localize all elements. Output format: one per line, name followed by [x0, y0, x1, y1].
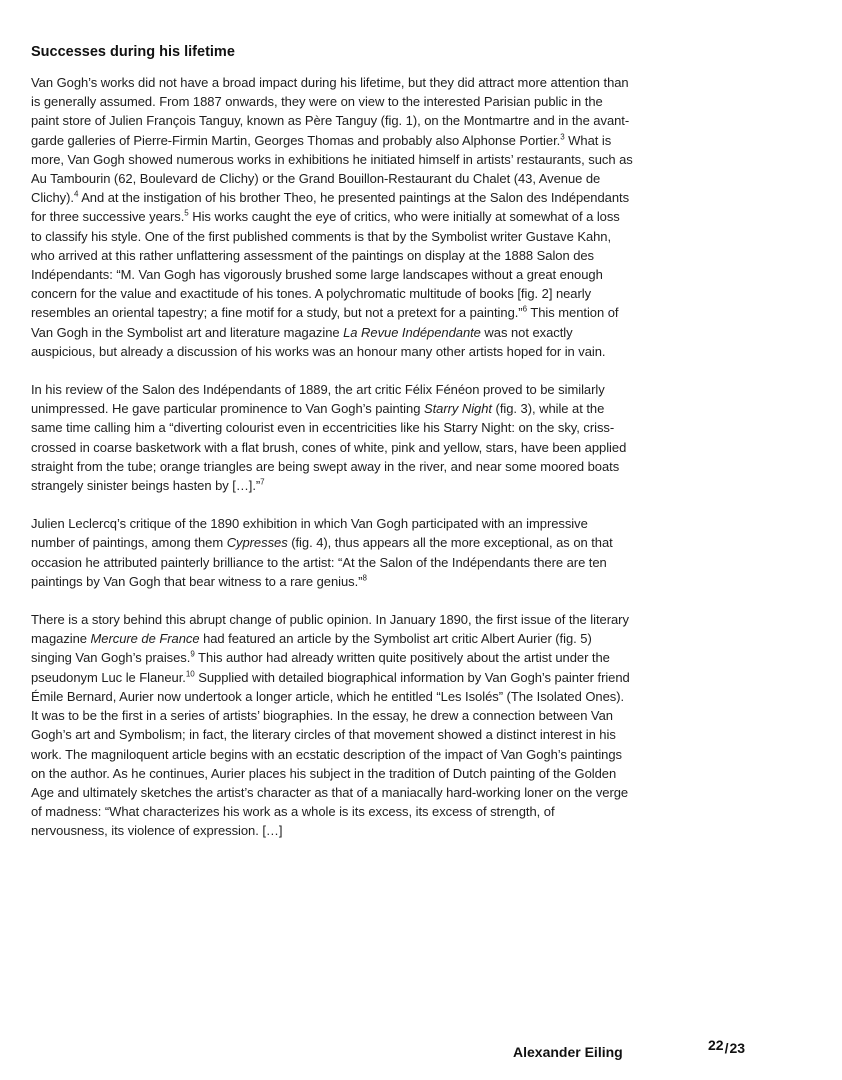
article-page [31, 40, 633, 860]
text-run: Van Gogh’s works did not have a broad impact during his lifetime, but they did attract more attention than is generally assumed. From 1887 onwards, they were on view to the interested Parisian public in the paint store of Julien François Tanguy, known as Père Tanguy (fig. 1), on the Montmartre and in the avant-garde galleries of Pierre-Firmin Martin, Georges Thomas and probably also Alphonse Portier. [31, 75, 630, 148]
text-run: (fig. 3), while at the same time calling him a “diverting colourist even in eccentricities like his Starry Night: on the sky, criss-crossed in coarse basketwork with a flat brush, cones of white, pink and yellow, stars, have been applied straight from the tube; orange triangles are being swept away in the river, and near some moored boats strangely sinister beings hasten by […].” [31, 401, 627, 494]
text-run: was not exactly auspicious, but already a discussion of his works was an honour many other artists hoped for in vain. [31, 324, 606, 359]
footnote-marker: 6 [522, 305, 527, 315]
text-run: (fig. 4), thus appears all the more exceptional, as on that occasion he attributed painterly brilliance to the artist: “At the Salon of the Indépendants there are ten paintings by Van Gogh that bear witness to a rare genius.” [31, 535, 613, 589]
current-page: 22 [708, 1037, 724, 1053]
text-run: This author had already written quite positively about the artist under the pseudonym Luc le Flaneur. [31, 650, 610, 685]
footnote-marker: 10 [185, 669, 195, 679]
footnote-marker: 3 [560, 132, 565, 142]
body-paragraph [31, 514, 633, 591]
footnote-marker: 7 [260, 477, 265, 487]
article-body [31, 73, 633, 841]
italic-title: La Revue Indépendante [343, 324, 481, 340]
italic-title: Cypresses [226, 535, 288, 551]
body-paragraph [31, 73, 633, 361]
author-name: Alexander Eiling [513, 1044, 623, 1060]
page-number [708, 1037, 746, 1056]
italic-title: Mercure de France [90, 631, 200, 647]
text-run: Julien Leclercq’s critique of the 1890 exhibition in which Van Gogh participated with an impressive number of paintings, among them [31, 516, 588, 551]
footnote-marker: 4 [73, 189, 79, 199]
text-run: His works caught the eye of critics, who were initially at somewhat of a loss to classify his style. One of the first published comments is that by the Symbolist writer Gustave Kahn, who arrived at this rather unflattering assessment of the paintings on display at the 1888 Salon des Indépendants: “M. Van Gogh has vigorously brushed some large landscapes without a great enough concern for the value and exactitude of his tones. A polychromatic multitude of books [fig. 2] nearly resembles an oriental tapestry; a fine motif for a study, but not a pretext for a painting.” [31, 209, 620, 321]
text-run: In his review of the Salon des Indépendants of 1889, the art critic Félix Fénéon proved to be similarly unimpressed. He gave particular prominence to Van Gogh’s painting [31, 382, 605, 417]
footnote-marker: 8 [362, 573, 367, 583]
section-title: Successes during his lifetime [31, 44, 235, 60]
text-run: Supplied with detailed biographical information by Van Gogh’s painter friend Émile Bernard, Aurier now undertook a longer article, which he entitled “Les Isolés” (The Isolated Ones). It was to be the first in a series of artists’ biographies. In the essay, he drew a connection between Van Gogh’s art and Symbolism; in fact, the literary circles of that movement showed a distinct interest in his work. The magniloquent article begins with an ecstatic description of the impact of Van Gogh’s paintings on the author. As he continues, Aurier places his subject in the tradition of Dutch painting of the Golden Age and ultimately sketches the artist’s character as that of a maniacally hard-working loner on the verge of madness: “What characterizes his work as a whole is its excess, its excess of strength, of nervousness, its violence of expression. […] [31, 669, 630, 839]
body-paragraph [31, 380, 633, 495]
text-run: And at the instigation of his brother Theo, he presented paintings at the Salon des Indépendants for three successive years. [31, 190, 630, 225]
italic-title: Starry Night [423, 401, 492, 417]
text-run: What is more, Van Gogh showed numerous works in exhibitions he initiated himself in artists’ restaurants, such as Au Tambourin (62, Boulevard de Clichy) or the Grand Bouillon-Restaurant du Chalet (43, Avenue de Clichy). [31, 132, 633, 206]
footnote-marker: 5 [184, 209, 189, 219]
total-pages: 23 [729, 1040, 746, 1056]
body-paragraph [31, 610, 633, 840]
page-separator: / [724, 1040, 729, 1056]
text-run: This mention of Van Gogh in the Symbolist art and literature magazine [31, 305, 619, 340]
page-footer [0, 1037, 842, 1070]
text-run: had featured an article by the Symbolist art critic Albert Aurier (fig. 5) singing Van Gogh’s praises. [31, 631, 592, 666]
text-run: There is a story behind this abrupt change of public opinion. In January 1890, the first issue of the literary magazine [31, 612, 629, 647]
footnote-marker: 9 [190, 650, 195, 660]
